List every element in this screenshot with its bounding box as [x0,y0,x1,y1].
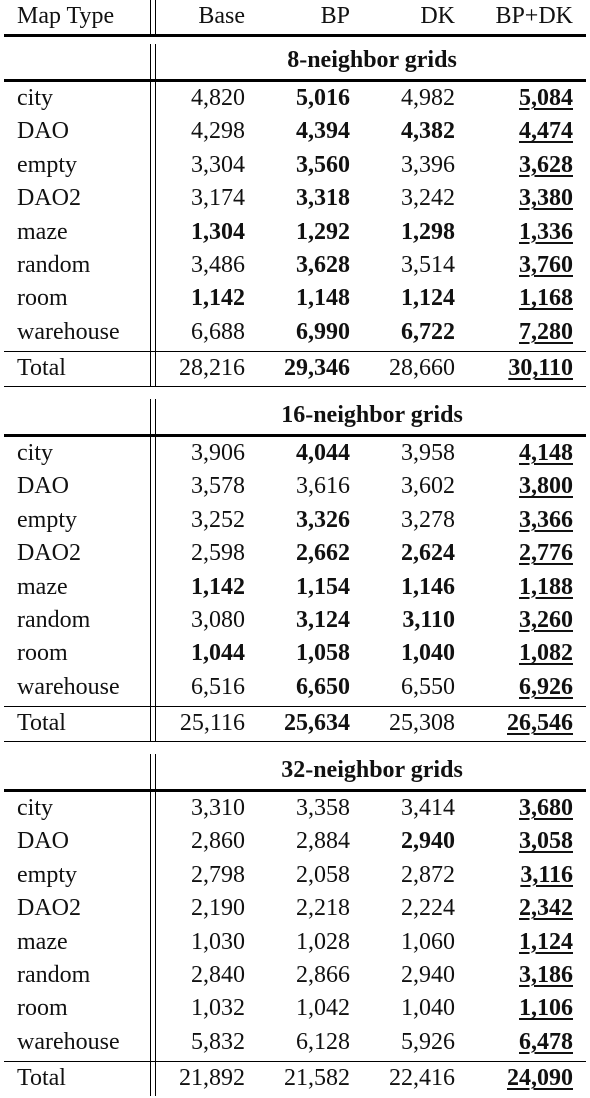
bp-dk-cell: 30,110 [508,355,573,382]
dk-cell: 3,396 [401,151,455,178]
bp-dk-cell: 4,148 [519,440,573,466]
bp-dk-cell: 1,188 [519,573,573,600]
base-cell: 1,044 [191,640,245,667]
table-row [0,82,590,115]
map-type-cell: maze [17,573,68,600]
bp-cell: 3,628 [296,252,350,278]
base-cell: 3,080 [191,607,245,633]
dk-cell: 3,242 [401,185,455,212]
dk-cell: 4,982 [401,85,455,111]
base-cell: 1,030 [191,928,245,955]
base-cell: 3,486 [191,252,245,278]
section-title: 8-neighbor grids [287,47,457,73]
map-type-cell: random [17,607,91,633]
row-rule [4,386,586,387]
bp-dk-cell: 1,124 [519,928,573,955]
base-cell: 1,142 [191,285,245,312]
bp-dk-cell: 3,058 [519,828,573,855]
base-cell: 1,304 [191,218,245,245]
table-row [0,825,590,858]
dk-cell: 3,514 [401,252,455,278]
base-cell: 4,820 [191,85,245,111]
table-row [0,571,590,604]
column-divider [150,82,151,351]
bp-dk-cell: 2,342 [519,895,573,922]
dk-cell: 25,308 [389,710,455,737]
bp-dk-cell: 24,090 [507,1065,573,1092]
column-divider [155,437,156,706]
bp-cell: 3,124 [296,607,350,633]
dk-cell: 1,040 [401,640,455,667]
bp-cell: 2,884 [296,828,350,855]
map-type-cell: empty [17,151,77,178]
row-rule [4,741,586,742]
table-row [0,992,590,1025]
column-divider [150,352,151,386]
base-cell: 1,032 [191,995,245,1022]
bp-cell: 2,058 [296,861,350,888]
map-type-cell: warehouse [17,1028,120,1055]
map-type-cell: random [17,252,91,278]
column-divider [155,707,156,741]
table-row [0,470,590,503]
section-title: 32-neighbor grids [281,757,463,783]
map-type-cell: maze [17,218,68,245]
total-row [0,1062,590,1095]
header-bp: BP [320,3,350,29]
map-type-cell: DAO2 [17,895,81,922]
map-type-cell: Total [17,1065,66,1092]
column-divider [150,1062,151,1096]
map-type-cell: DAO2 [17,185,81,212]
bp-cell: 4,394 [296,118,350,145]
map-type-cell: room [17,285,68,312]
table-row [0,1026,590,1059]
dk-cell: 22,416 [389,1065,455,1092]
bp-dk-cell: 3,366 [519,506,573,533]
map-type-cell: DAO [17,473,69,500]
map-type-cell: city [17,440,53,466]
column-divider [155,352,156,386]
dk-cell: 6,722 [401,318,455,345]
dk-cell: 3,110 [402,607,455,633]
column-divider [150,707,151,741]
map-type-cell: room [17,640,68,667]
bp-dk-cell: 1,106 [519,995,573,1022]
map-type-cell: Total [17,355,66,382]
table-row [0,892,590,925]
base-cell: 25,116 [179,710,245,737]
map-type-cell: Total [17,710,66,737]
dk-cell: 1,060 [401,928,455,955]
map-type-cell: warehouse [17,673,120,700]
bp-dk-cell: 3,800 [519,473,573,500]
table-row [0,149,590,182]
bp-dk-cell: 3,260 [519,607,573,633]
bp-cell: 1,028 [296,928,350,955]
map-type-cell: empty [17,861,77,888]
bp-dk-cell: 1,336 [519,218,573,245]
dk-cell: 3,958 [401,440,455,466]
total-row [0,352,590,385]
map-type-cell: DAO [17,828,69,855]
dk-cell: 2,872 [401,861,455,888]
map-type-cell: city [17,795,53,821]
bp-dk-cell: 3,680 [519,795,573,821]
bp-dk-cell: 26,546 [507,710,573,737]
dk-cell: 2,940 [401,962,455,988]
bp-cell: 1,154 [296,573,350,600]
bp-dk-cell: 3,186 [519,962,573,988]
table-row [0,926,590,959]
table-row [0,115,590,148]
column-divider [150,44,151,79]
header-row [0,0,590,33]
base-cell: 5,832 [191,1028,245,1055]
bp-cell: 3,318 [296,185,350,212]
dk-cell: 5,926 [401,1028,455,1055]
table-row [0,249,590,282]
column-divider [155,0,156,34]
bp-cell: 1,148 [296,285,350,312]
bp-dk-cell: 6,478 [519,1028,573,1055]
bp-dk-cell: 3,380 [519,185,573,212]
base-cell: 3,906 [191,440,245,466]
map-type-cell: maze [17,928,68,955]
table-row [0,504,590,537]
column-divider [155,792,156,1061]
table-row [0,859,590,892]
dk-cell: 4,382 [401,118,455,145]
bp-cell: 6,650 [296,673,350,700]
table-row [0,792,590,825]
table-row [0,671,590,704]
base-cell: 2,840 [191,962,245,988]
bp-cell: 6,990 [296,318,350,345]
map-type-cell: random [17,962,91,988]
base-cell: 3,174 [191,185,245,212]
dk-cell: 1,298 [401,218,455,245]
column-divider [155,82,156,351]
header-dk: DK [420,3,455,29]
bp-dk-cell: 1,168 [519,285,573,312]
map-type-cell: DAO2 [17,540,81,567]
map-type-cell: DAO [17,118,69,145]
dk-cell: 3,278 [401,506,455,533]
bp-dk-cell: 7,280 [519,318,573,345]
bp-dk-cell: 4,474 [519,118,573,145]
column-divider [150,437,151,706]
table-row [0,959,590,992]
column-divider [155,399,156,434]
table-row [0,437,590,470]
dk-cell: 2,940 [401,828,455,855]
dk-cell: 1,040 [401,995,455,1022]
base-cell: 3,252 [191,506,245,533]
map-type-cell: warehouse [17,318,120,345]
bp-dk-cell: 3,760 [519,252,573,278]
bp-cell: 2,218 [296,895,350,922]
bp-cell: 2,662 [296,540,350,567]
bp-dk-cell: 1,082 [519,640,573,667]
dk-cell: 2,624 [401,540,455,567]
base-cell: 2,860 [191,828,245,855]
column-divider [150,792,151,1061]
base-cell: 2,798 [191,861,245,888]
column-divider [155,754,156,789]
base-cell: 1,142 [191,573,245,600]
dk-cell: 28,660 [389,355,455,382]
bp-cell: 5,016 [296,85,350,111]
base-cell: 2,598 [191,540,245,567]
base-cell: 6,688 [191,318,245,345]
column-divider [155,1062,156,1096]
column-divider [155,44,156,79]
base-cell: 3,310 [191,795,245,821]
bp-dk-cell: 3,116 [520,861,573,888]
map-type-cell: empty [17,506,77,533]
dk-cell: 6,550 [401,673,455,700]
header-map-type: Map Type [17,3,115,29]
table-row [0,182,590,215]
bp-cell: 6,128 [296,1028,350,1055]
base-cell: 4,298 [191,118,245,145]
table-row [0,316,590,349]
bp-dk-cell: 6,926 [519,673,573,700]
table-row [0,604,590,637]
header-bp-dk: BP+DK [495,3,573,29]
dk-cell: 1,124 [401,285,455,312]
bp-dk-cell: 5,084 [519,85,573,111]
bp-cell: 1,292 [296,218,350,245]
row-rule [4,34,586,37]
bp-cell: 1,058 [296,640,350,667]
bp-cell: 3,560 [296,151,350,178]
dk-cell: 3,602 [401,473,455,500]
bp-cell: 4,044 [296,440,350,466]
bp-dk-cell: 2,776 [519,540,573,567]
map-type-cell: city [17,85,53,111]
column-divider [150,754,151,789]
section-title: 16-neighbor grids [281,402,463,428]
bp-cell: 3,616 [296,473,350,500]
base-cell: 6,516 [191,673,245,700]
bp-cell: 21,582 [284,1065,350,1092]
table-row [0,216,590,249]
total-row [0,707,590,740]
header-base: Base [198,3,245,29]
column-divider [150,0,151,34]
table-row [0,537,590,570]
base-cell: 28,216 [179,355,245,382]
base-cell: 3,578 [191,473,245,500]
base-cell: 3,304 [191,151,245,178]
column-divider [150,399,151,434]
dk-cell: 1,146 [401,573,455,600]
base-cell: 21,892 [179,1065,245,1092]
bp-cell: 1,042 [296,995,350,1022]
bp-cell: 25,634 [284,710,350,737]
bp-cell: 2,866 [296,962,350,988]
bp-dk-cell: 3,628 [519,151,573,178]
bp-cell: 3,358 [296,795,350,821]
table-row [0,637,590,670]
dk-cell: 3,414 [401,795,455,821]
dk-cell: 2,224 [401,895,455,922]
map-type-cell: room [17,995,68,1022]
bp-cell: 3,326 [296,506,350,533]
bp-cell: 29,346 [284,355,350,382]
base-cell: 2,190 [191,895,245,922]
table-row [0,282,590,315]
